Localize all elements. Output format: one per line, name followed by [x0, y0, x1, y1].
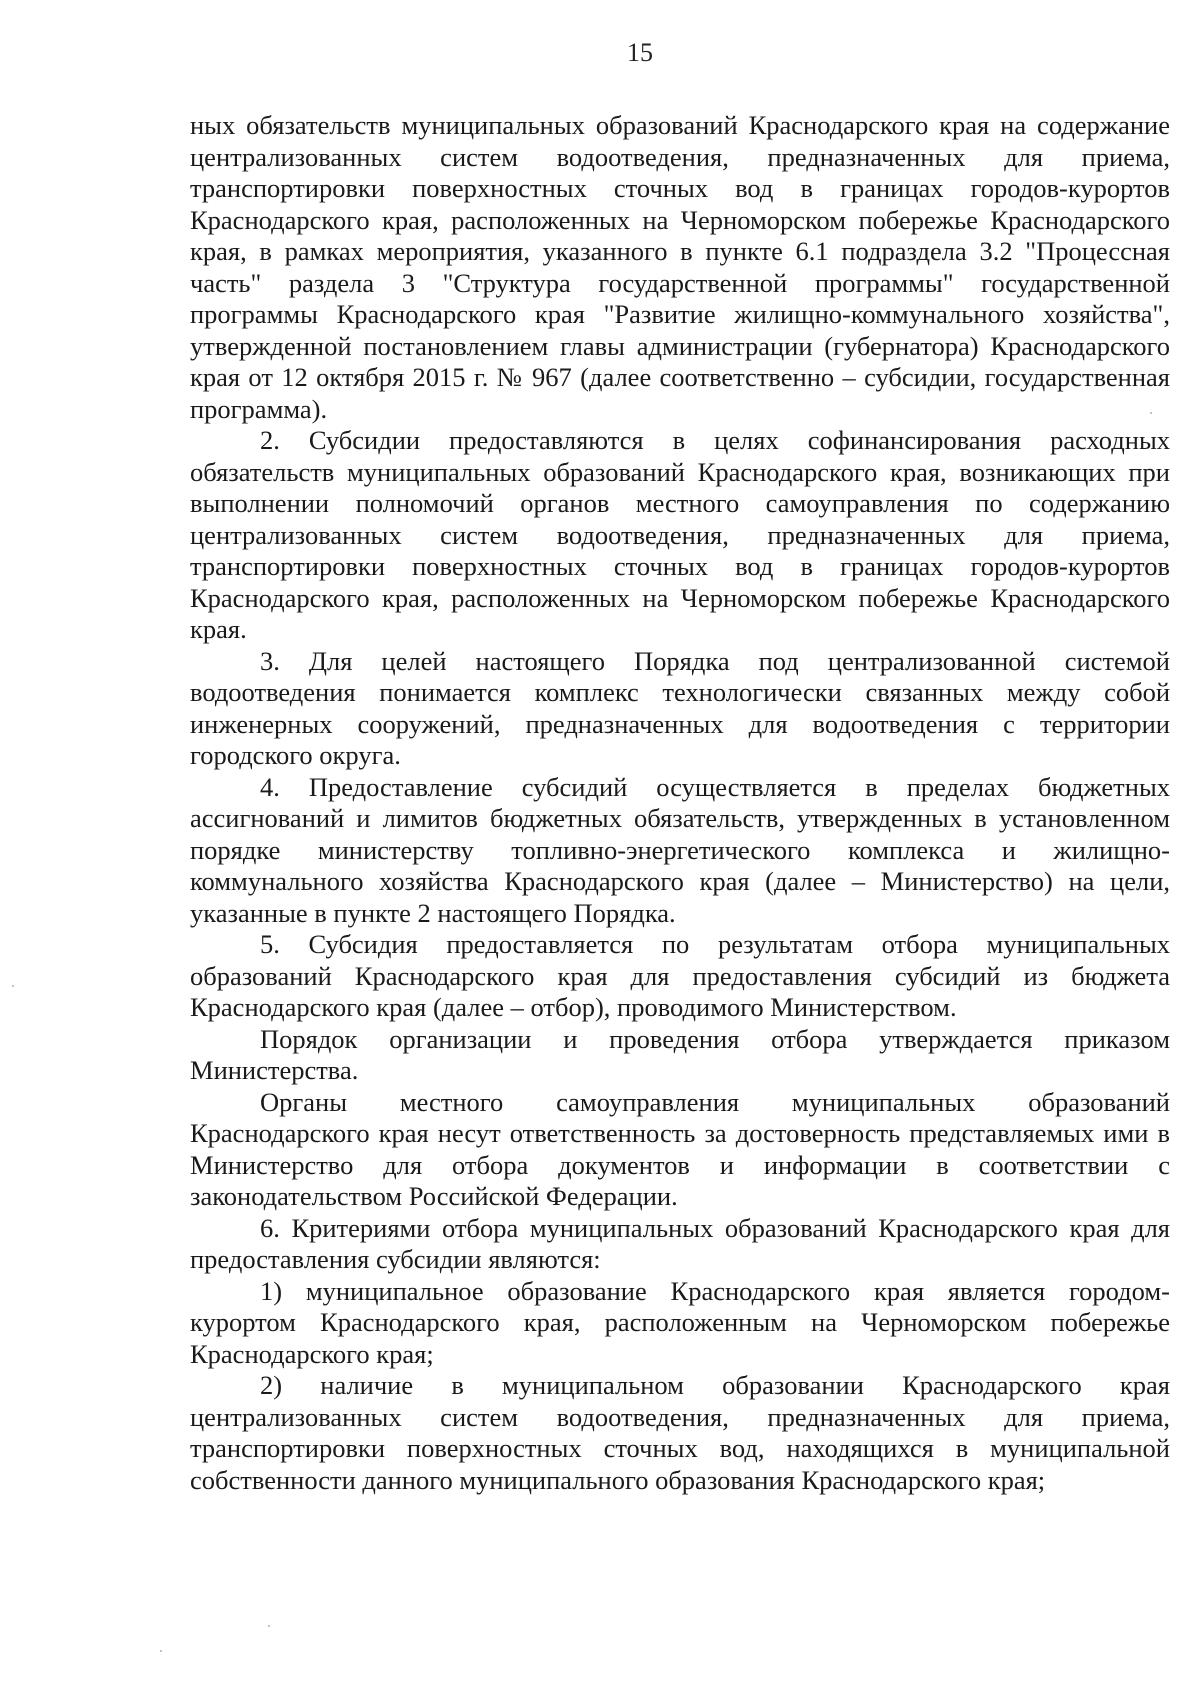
- scan-speck: [160, 1650, 162, 1652]
- scan-speck: [268, 1625, 270, 1627]
- paragraph-item-2: 2. Субсидии предоставляются в целях софинансирования расходных обязательств муниципальных образований Краснодарского края, возникающих при выполнении полномочий органов местного самоуправления по содержанию централизованных систем водоотведения, предназначенных для приема, транспортировки поверхностных сточных вод в границах городов-курортов Краснодарского края, расположенных на Черноморском побережье Краснодарского края.: [190, 425, 1170, 644]
- paragraph-selection-procedure: Порядок организации и проведения отбора утверждается приказом Министерства.: [190, 1023, 1170, 1085]
- scan-speck: [12, 985, 14, 987]
- paragraph-item-6: 6. Критериями отбора муниципальных образований Краснодарского края для предоставления субсидии являются:: [190, 1212, 1170, 1274]
- paragraph-item-5: 5. Субсидия предоставляется по результатам отбора муниципальных образований Краснодарского края для предоставления субсидий из бюджета Краснодарского края (далее – отбор), проводимого Министерством.: [190, 929, 1170, 1022]
- paragraph-criterion-1: 1) муниципальное образование Краснодарского края является городом-курортом Краснодарского края, расположенным на Черноморском побережье Краснодарского края;: [190, 1275, 1170, 1369]
- paragraph-item-4: 4. Предоставление субсидий осуществляется в пределах бюджетных ассигнований и лимитов бюджетных обязательств, утвержденных в установленном порядке министерству топливно-энергетического комплекса и жилищно-коммунального хозяйства Краснодарского края (далее – Министерство) на цели, указанные в пункте 2 настоящего Порядка.: [190, 771, 1170, 928]
- paragraph-responsibility: Органы местного самоуправления муниципальных образований Краснодарского края несут ответственность за достоверность представляемых ими в Министерство для отбора документов и информации в соответствии с законодательством Российской Федерации.: [190, 1086, 1170, 1211]
- paragraph-continuation: ных обязательств муниципальных образований Краснодарского края на содержание централизованных систем водоотведения, предназначенных для приема, транспортировки поверхностных сточных вод в границах городов-курортов Краснодарского края, расположенных на Черноморском побережье Краснодарского края, в рамках мероприятия, указанного в пункте 6.1 подраздела 3.2 "Процессная часть" раздела 3 "Структура государственной программы" государственной программы Краснодарского края "Развитие жилищно-коммунального хозяйства", утвержденной постановлением главы администрации (губернатора) Краснодарского края от 12 октября 2015 г. № 967 (далее соответственно – субсидии, государственная программа).: [190, 110, 1170, 424]
- document-body: [190, 110, 1170, 1496]
- scan-speck: [1150, 412, 1152, 414]
- paragraph-item-3: 3. Для целей настоящего Порядка под централизованной системой водоотведения понимается комплекс технологически связанных между собой инженерных сооружений, предназначенных для водоотведения с территории городского округа.: [190, 645, 1170, 770]
- paragraph-criterion-2: 2) наличие в муниципальном образовании Краснодарского края централизованных систем водоотведения, предназначенных для приема, транспортировки поверхностных сточных вод, находящихся в муниципальной собственности данного муниципального образования Краснодарского края;: [190, 1370, 1170, 1495]
- page-number: 15: [627, 38, 653, 67]
